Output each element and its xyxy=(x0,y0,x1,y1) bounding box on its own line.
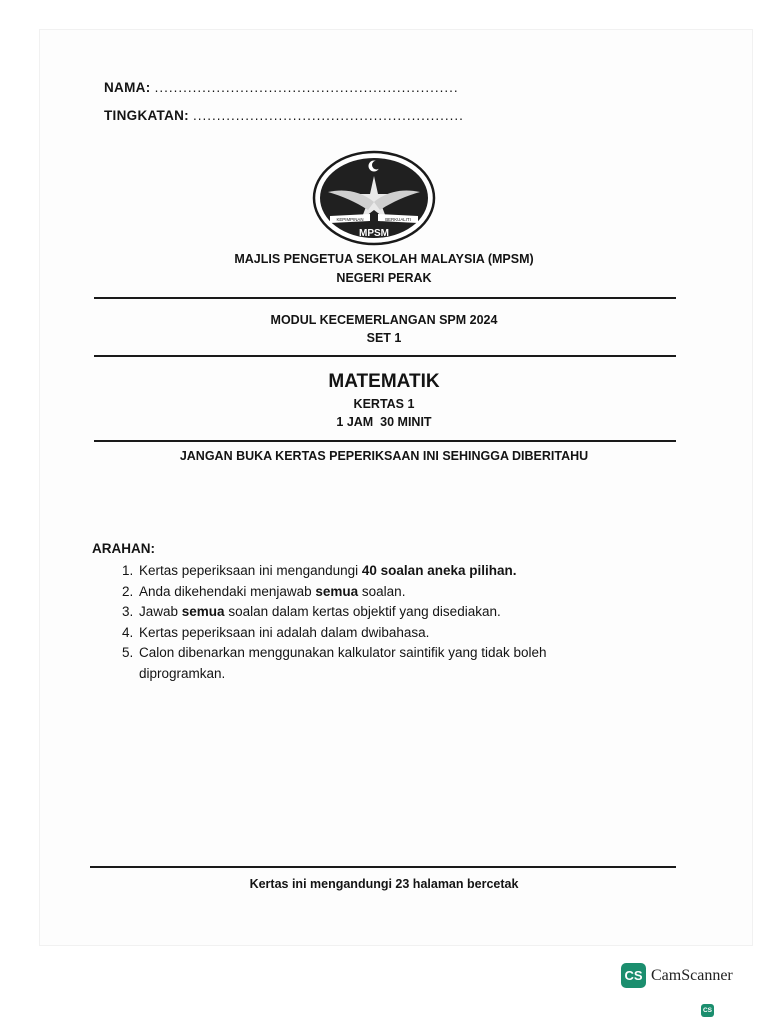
instruction-item: 4. Kertas peperiksaan ini adalah dalam dwibahasa. xyxy=(137,623,617,644)
paper-number: KERTAS 1 xyxy=(353,397,415,411)
organization-state: NEGERI PERAK xyxy=(336,271,432,285)
form-label: TINGKATAN: xyxy=(104,108,189,123)
divider-1 xyxy=(94,297,676,299)
subject-title: MATEMATIK xyxy=(328,371,440,392)
instruction-item: 3. Jawab semua soalan dalam kertas objektif yang disediakan. xyxy=(137,602,617,623)
camscanner-small-icon: CS xyxy=(701,1004,714,1017)
instructions-title: ARAHAN: xyxy=(92,541,155,556)
form-field xyxy=(104,108,464,123)
module-set: SET 1 xyxy=(366,331,402,345)
page-count-note: Kertas ini mengandungi 23 halaman bercetak xyxy=(249,877,519,891)
instruction-item: 1. Kertas peperiksaan ini mengandungi 40 soalan aneka pilihan. xyxy=(137,561,617,582)
form-blank: ......................................................... xyxy=(193,108,464,123)
instruction-item: 2. Anda dikehendaki menjawab semua soalan. xyxy=(137,582,617,603)
mpsm-crest-icon xyxy=(312,150,436,246)
ribbon-right-text: BERKUALITI xyxy=(385,217,411,222)
instructions-list xyxy=(112,561,617,684)
name-field xyxy=(104,80,459,95)
camscanner-logo-icon: CS xyxy=(621,963,646,988)
exam-duration: 1 JAM 30 MINIT xyxy=(336,415,432,429)
camscanner-brand: CamScanner xyxy=(651,967,733,984)
ribbon-left-text: KEPIMPINAN xyxy=(336,217,364,222)
module-title: MODUL KECEMERLANGAN SPM 2024 xyxy=(270,313,498,327)
logo-acronym: MPSM xyxy=(359,228,389,239)
name-label: NAMA: xyxy=(104,80,151,95)
divider-3 xyxy=(94,440,676,442)
do-not-open-warning: JANGAN BUKA KERTAS PEPERIKSAAN INI SEHINGGA DIBERITAHU xyxy=(179,449,589,463)
divider-2 xyxy=(94,355,676,357)
instruction-item: 5. Calon dibenarkan menggunakan kalkulator saintifik yang tidak boleh diprogramkan. xyxy=(137,643,617,684)
name-blank: ................................................................ xyxy=(154,80,459,95)
footer-divider xyxy=(90,866,676,868)
organization-name: MAJLIS PENGETUA SEKOLAH MALAYSIA (MPSM) xyxy=(234,252,534,266)
